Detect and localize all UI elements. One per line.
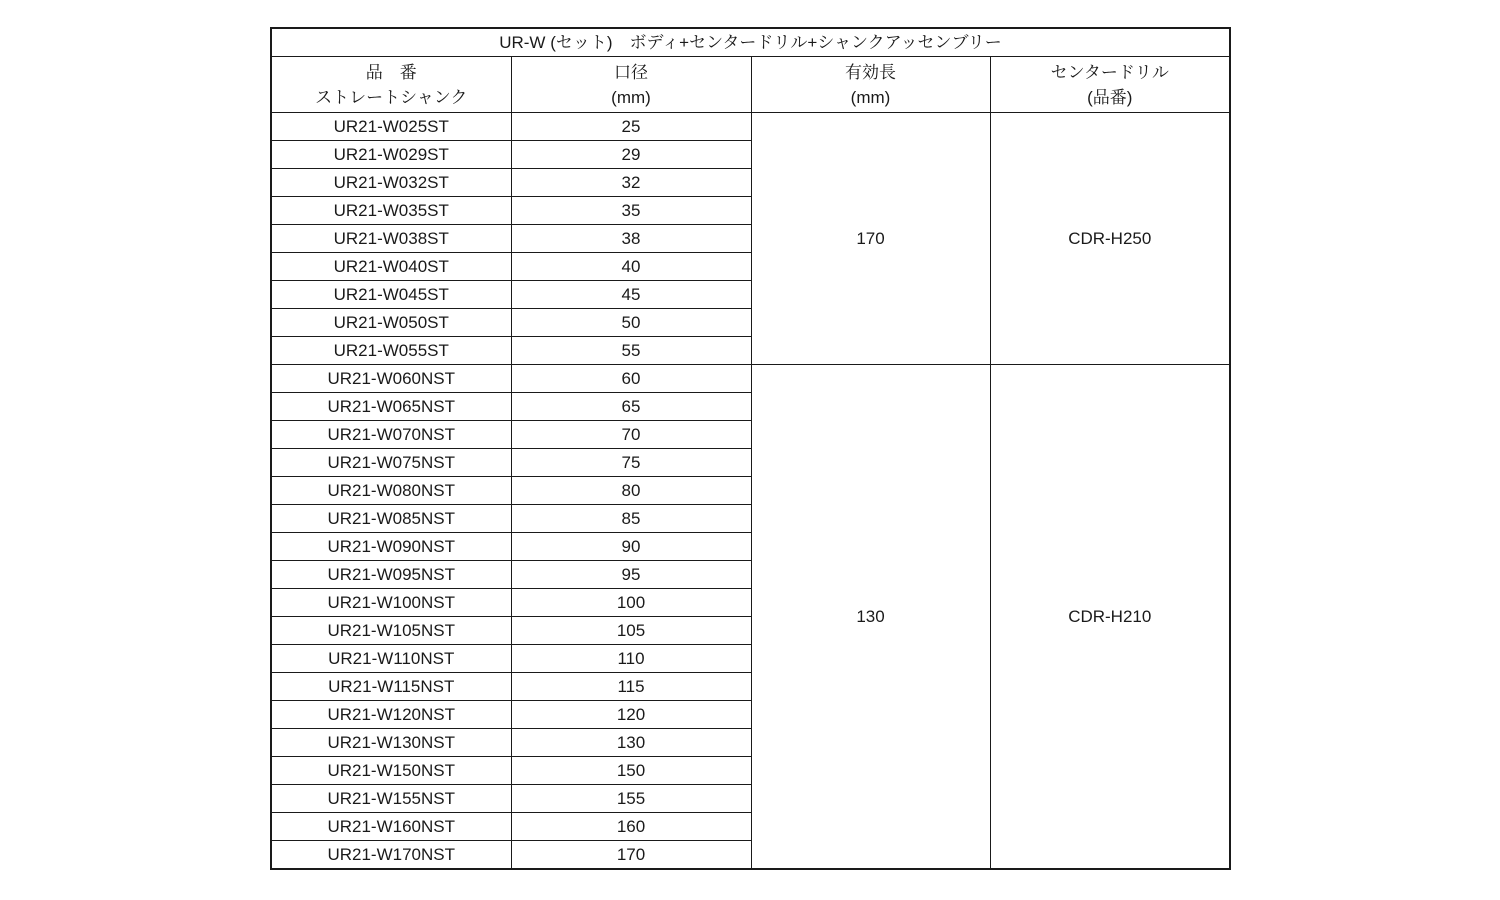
header-center-drill-line1: センタードリル [1050,62,1169,82]
part-number-cell: UR21-W055ST [271,337,511,365]
part-number-cell: UR21-W160NST [271,813,511,841]
diameter-cell: 115 [511,673,751,701]
diameter-cell: 45 [511,281,751,309]
diameter-cell: 32 [511,169,751,197]
diameter-cell: 70 [511,421,751,449]
header-diameter-line1: 口径 [614,62,648,82]
part-number-cell: UR21-W035ST [271,197,511,225]
diameter-cell: 25 [511,113,751,141]
table-row [271,113,1230,141]
part-number-cell: UR21-W115NST [271,673,511,701]
part-number-cell: UR21-W110NST [271,645,511,673]
diameter-cell: 90 [511,533,751,561]
diameter-cell: 95 [511,561,751,589]
part-number-cell: UR21-W060NST [271,365,511,393]
part-number-cell: UR21-W070NST [271,421,511,449]
part-number-cell: UR21-W045ST [271,281,511,309]
part-number-cell: UR21-W080NST [271,477,511,505]
diameter-cell: 150 [511,757,751,785]
header-part-number-line1: 品 番 [365,62,417,82]
diameter-cell: 60 [511,365,751,393]
header-part-number-line2: ストレートシャンク [315,87,468,107]
part-number-cell: UR21-W095NST [271,561,511,589]
part-number-cell: UR21-W025ST [271,113,511,141]
header-effective-length-line1: 有効長 [845,62,896,82]
diameter-cell: 100 [511,589,751,617]
diameter-cell: 29 [511,141,751,169]
diameter-cell: 155 [511,785,751,813]
spec-table-body [271,28,1230,869]
header-effective-length [751,57,990,113]
header-row [271,57,1230,113]
effective-length-cell: 170 [751,113,990,365]
diameter-cell: 105 [511,617,751,645]
header-part-number [271,57,511,113]
part-number-cell: UR21-W105NST [271,617,511,645]
part-number-cell: UR21-W050ST [271,309,511,337]
part-number-cell: UR21-W038ST [271,225,511,253]
part-number-cell: UR21-W032ST [271,169,511,197]
part-number-cell: UR21-W170NST [271,841,511,870]
header-center-drill [990,57,1230,113]
title-row [271,28,1230,57]
table-title: UR-W (セット) ボディ+センタードリル+シャンクアッセンブリー [271,28,1230,57]
diameter-cell: 170 [511,841,751,870]
diameter-cell: 110 [511,645,751,673]
part-number-cell: UR21-W075NST [271,449,511,477]
header-diameter [511,57,751,113]
part-number-cell: UR21-W065NST [271,393,511,421]
diameter-cell: 50 [511,309,751,337]
diameter-cell: 40 [511,253,751,281]
part-number-cell: UR21-W040ST [271,253,511,281]
table-row [271,365,1230,393]
diameter-cell: 55 [511,337,751,365]
diameter-cell: 80 [511,477,751,505]
part-number-cell: UR21-W029ST [271,141,511,169]
header-effective-length-line2: (mm) [850,87,891,107]
part-number-cell: UR21-W090NST [271,533,511,561]
part-number-cell: UR21-W155NST [271,785,511,813]
spec-table [270,27,1231,870]
diameter-cell: 120 [511,701,751,729]
diameter-cell: 160 [511,813,751,841]
diameter-cell: 65 [511,393,751,421]
diameter-cell: 35 [511,197,751,225]
center-drill-cell: CDR-H210 [990,365,1230,870]
part-number-cell: UR21-W120NST [271,701,511,729]
part-number-cell: UR21-W150NST [271,757,511,785]
center-drill-cell: CDR-H250 [990,113,1230,365]
diameter-cell: 85 [511,505,751,533]
part-number-cell: UR21-W130NST [271,729,511,757]
part-number-cell: UR21-W085NST [271,505,511,533]
header-center-drill-line2: (品番) [1087,87,1133,107]
diameter-cell: 38 [511,225,751,253]
diameter-cell: 130 [511,729,751,757]
diameter-cell: 75 [511,449,751,477]
effective-length-cell: 130 [751,365,990,870]
part-number-cell: UR21-W100NST [271,589,511,617]
header-diameter-line2: (mm) [611,87,651,107]
